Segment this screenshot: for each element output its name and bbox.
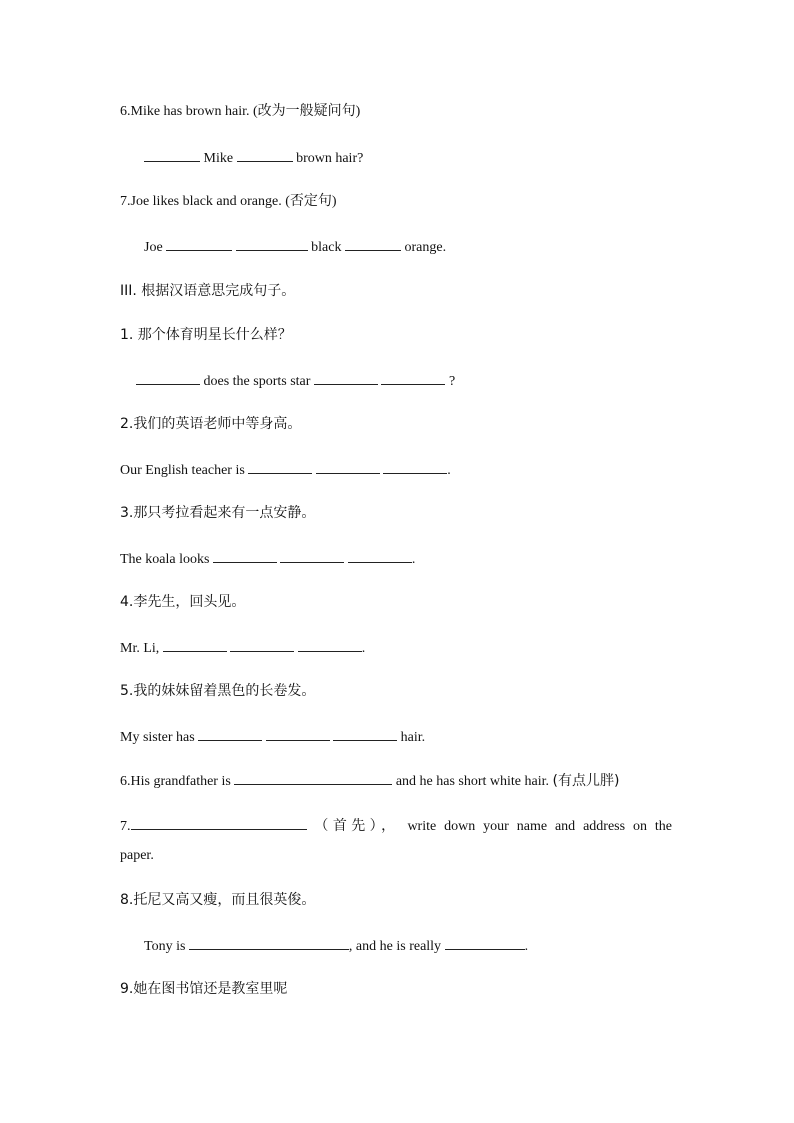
answer-blank[interactable] <box>198 726 262 741</box>
sentence-1-answer-line <box>136 370 455 392</box>
hint-text: （首先）， <box>314 818 400 834</box>
hint-text: (有点儿胖) <box>552 773 620 789</box>
answer-text: brown hair? <box>296 151 364 166</box>
section-heading: III. 根据汉语意思完成句子。 <box>120 283 296 299</box>
answer-blank[interactable] <box>381 370 445 385</box>
answer-blank[interactable] <box>213 548 277 563</box>
sentence-3-prompt: 3.那只考拉看起来有一点安静。 <box>120 505 316 521</box>
sentence-5-answer-line <box>120 726 425 748</box>
answer-blank[interactable] <box>144 147 200 162</box>
answer-blank[interactable] <box>136 370 200 385</box>
answer-text: . <box>524 939 529 954</box>
answer-blank[interactable] <box>383 459 447 474</box>
sentence-9-prompt: 9.她在图书馆还是教室里呢 <box>120 981 288 997</box>
answer-text: Mr. Li, <box>120 641 160 656</box>
answer-blank[interactable] <box>314 370 378 385</box>
answer-text: does the sports star <box>203 374 311 389</box>
sentence-4-answer-line <box>120 637 365 659</box>
answer-text: write down your name and address on the <box>407 819 673 834</box>
answer-blank[interactable] <box>345 236 401 251</box>
answer-text: , and he is really <box>348 939 442 954</box>
answer-text: black <box>311 240 342 255</box>
answer-text: ? <box>448 374 456 389</box>
answer-blank[interactable] <box>237 147 293 162</box>
sentence-3-answer-line <box>120 548 415 570</box>
answer-blank[interactable] <box>348 548 412 563</box>
sentence-6-line <box>120 770 619 792</box>
answer-text: 6.His grandfather is <box>120 774 231 789</box>
answer-blank[interactable] <box>333 726 397 741</box>
sentence-7-line <box>120 815 672 837</box>
sentence-8-answer-line <box>144 935 528 957</box>
sentence-8-prompt: 8.托尼又高又瘦，而且很英俊。 <box>120 892 316 908</box>
answer-text: The koala looks <box>120 552 210 567</box>
sentence-1-prompt: 1. 那个体育明星长什么样？ <box>120 327 292 343</box>
sentence-2-prompt: 2.我们的英语老师中等身高。 <box>120 416 302 432</box>
answer-text: hair. <box>400 730 426 745</box>
answer-text: Mike <box>203 151 234 166</box>
answer-blank[interactable] <box>248 459 312 474</box>
answer-text: 7. <box>120 819 131 834</box>
answer-blank[interactable] <box>166 236 232 251</box>
sentence-2-answer-line <box>120 459 451 481</box>
answer-blank[interactable] <box>266 726 330 741</box>
answer-text: and he has short white hair. <box>395 774 549 789</box>
answer-blank[interactable] <box>280 548 344 563</box>
answer-blank[interactable] <box>230 637 294 652</box>
sentence-7-continuation: paper. <box>120 848 154 863</box>
question-7-prompt: 7.Joe likes black and orange. (否定句) <box>120 194 337 209</box>
question-6-prompt: 6.Mike has brown hair. (改为一般疑问句) <box>120 104 361 119</box>
answer-text: . <box>361 641 366 656</box>
answer-text: Our English teacher is <box>120 463 245 478</box>
sentence-5-prompt: 5.我的妹妹留着黑色的长卷发。 <box>120 683 316 699</box>
answer-text: orange. <box>404 240 447 255</box>
answer-text: My sister has <box>120 730 195 745</box>
answer-blank[interactable] <box>131 815 307 830</box>
question-7-answer-line <box>144 236 446 258</box>
answer-text: . <box>447 463 451 478</box>
answer-text: . <box>411 552 416 567</box>
answer-text: Tony is <box>144 939 186 954</box>
answer-blank[interactable] <box>316 459 380 474</box>
sentence-4-prompt: 4.李先生，回头见。 <box>120 594 246 610</box>
question-6-answer-line <box>144 147 363 169</box>
answer-blank[interactable] <box>298 637 362 652</box>
answer-blank[interactable] <box>234 770 392 785</box>
answer-text: Joe <box>144 240 163 255</box>
answer-blank[interactable] <box>189 935 349 950</box>
answer-blank[interactable] <box>236 236 308 251</box>
answer-blank[interactable] <box>445 935 525 950</box>
answer-blank[interactable] <box>163 637 227 652</box>
